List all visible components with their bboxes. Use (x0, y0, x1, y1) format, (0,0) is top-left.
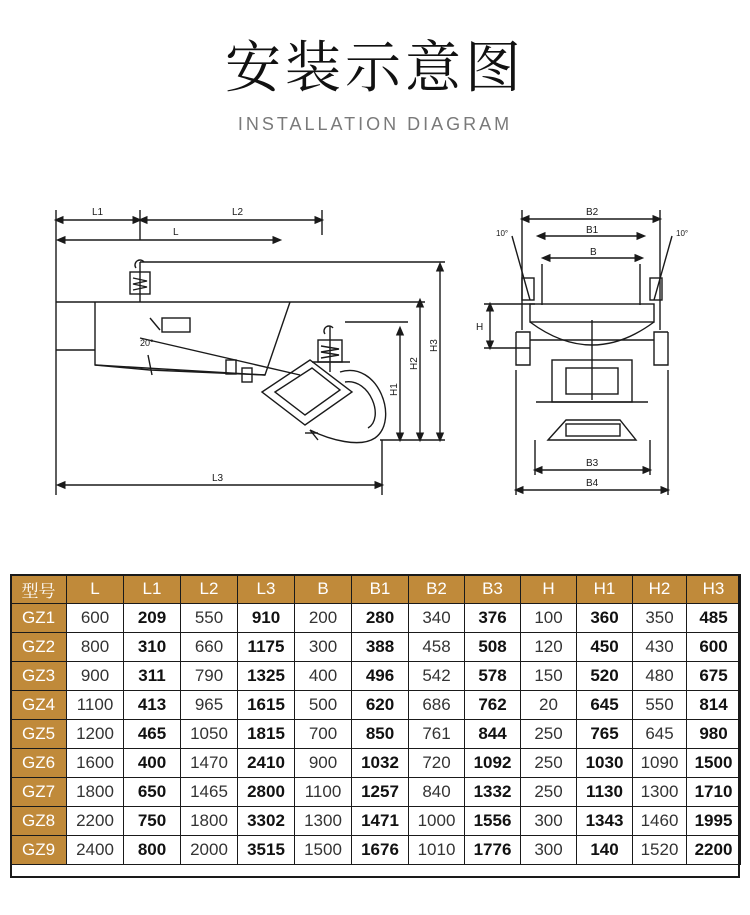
table-cell: 200 (295, 604, 352, 633)
header-cell-l3: L3 (238, 575, 295, 604)
table-cell: 2000 (181, 836, 238, 865)
table-cell: 900 (295, 749, 352, 778)
table-cell: 1092 (465, 749, 521, 778)
table-cell: 120 (521, 633, 577, 662)
table-cell: 980 (687, 720, 741, 749)
dim-label-h1: H1 (389, 383, 400, 396)
table-cell: 660 (181, 633, 238, 662)
header-cell-model: 型号 (11, 575, 67, 604)
table-cell: 814 (687, 691, 741, 720)
table-cell: 1130 (577, 778, 633, 807)
table-cell: 761 (409, 720, 465, 749)
table-cell: 340 (409, 604, 465, 633)
table-cell-model: GZ6 (11, 749, 67, 778)
table-cell: 800 (124, 836, 181, 865)
front-view (484, 210, 672, 495)
table-cell: 900 (67, 662, 124, 691)
dim-label-b: B (590, 247, 597, 258)
spec-table (10, 574, 741, 865)
table-cell: 400 (124, 749, 181, 778)
header-cell-l: L (67, 575, 124, 604)
table-cell: 765 (577, 720, 633, 749)
table-cell: 1257 (352, 778, 409, 807)
table-cell: 750 (124, 807, 181, 836)
table-cell: 1615 (238, 691, 295, 720)
table-cell-model: GZ9 (11, 836, 67, 865)
table-cell: 508 (465, 633, 521, 662)
table-cell: 1300 (295, 807, 352, 836)
table-cell: 645 (577, 691, 633, 720)
table-cell: 600 (67, 604, 124, 633)
table-cell-model: GZ5 (11, 720, 67, 749)
table-cell: 1100 (67, 691, 124, 720)
table-cell: 700 (295, 720, 352, 749)
table-cell: 1343 (577, 807, 633, 836)
table-cell: 250 (521, 720, 577, 749)
table-cell: 720 (409, 749, 465, 778)
table-cell: 140 (577, 836, 633, 865)
table-cell: 1520 (633, 836, 687, 865)
table-cell: 300 (521, 836, 577, 865)
table-cell-model: GZ4 (11, 691, 67, 720)
table-cell-model: GZ1 (11, 604, 67, 633)
table-cell: 1710 (687, 778, 741, 807)
table-cell: 430 (633, 633, 687, 662)
table-cell: 1800 (67, 778, 124, 807)
table-cell: 1032 (352, 749, 409, 778)
table-cell: 790 (181, 662, 238, 691)
table-cell-model: GZ7 (11, 778, 67, 807)
table-cell: 1090 (633, 749, 687, 778)
table-cell: 910 (238, 604, 295, 633)
table-cell: 209 (124, 604, 181, 633)
table-row (11, 662, 741, 691)
table-cell: 1676 (352, 836, 409, 865)
table-cell: 1010 (409, 836, 465, 865)
dim-label-h2: H2 (409, 357, 420, 370)
table-cell: 1600 (67, 749, 124, 778)
table-cell: 465 (124, 720, 181, 749)
table-cell: 840 (409, 778, 465, 807)
dim-label-h: H (476, 322, 484, 333)
table-cell: 1471 (352, 807, 409, 836)
table-cell: 1000 (409, 807, 465, 836)
header-cell-l1: L1 (124, 575, 181, 604)
header-cell-l2: L2 (181, 575, 238, 604)
table-cell: 3302 (238, 807, 295, 836)
table-cell: 550 (181, 604, 238, 633)
table-cell: 450 (577, 633, 633, 662)
table-cell: 20 (521, 691, 577, 720)
side-view (56, 210, 445, 495)
table-cell: 1300 (633, 778, 687, 807)
table-row (11, 807, 741, 836)
table-row (11, 778, 741, 807)
table-cell: 310 (124, 633, 181, 662)
angle-label-right: 10° (676, 229, 689, 238)
dim-label-l3: L3 (212, 473, 224, 484)
table-cell: 1500 (295, 836, 352, 865)
table-cell: 650 (124, 778, 181, 807)
table-cell: 1800 (181, 807, 238, 836)
table-cell: 150 (521, 662, 577, 691)
table-cell: 1556 (465, 807, 521, 836)
table-cell: 2200 (67, 807, 124, 836)
dim-label-h3: H3 (429, 339, 440, 352)
table-cell: 100 (521, 604, 577, 633)
table-cell: 1332 (465, 778, 521, 807)
table-cell: 2800 (238, 778, 295, 807)
table-cell: 500 (295, 691, 352, 720)
table-cell: 280 (352, 604, 409, 633)
table-cell: 3515 (238, 836, 295, 865)
table-row (11, 749, 741, 778)
table-cell: 850 (352, 720, 409, 749)
table-row (11, 604, 741, 633)
table-cell: 1776 (465, 836, 521, 865)
table-cell: 2410 (238, 749, 295, 778)
table-cell: 413 (124, 691, 181, 720)
header-cell-h: H (521, 575, 577, 604)
table-cell: 400 (295, 662, 352, 691)
table-cell: 480 (633, 662, 687, 691)
header-cell-h2: H2 (633, 575, 687, 604)
dim-label-l: L (173, 227, 179, 238)
table-cell: 965 (181, 691, 238, 720)
table-cell: 300 (521, 807, 577, 836)
dim-label-l1: L1 (92, 207, 104, 218)
table-row (11, 633, 741, 662)
table-cell: 388 (352, 633, 409, 662)
table-cell: 485 (687, 604, 741, 633)
header-cell-h1: H1 (577, 575, 633, 604)
table-cell: 1465 (181, 778, 238, 807)
table-cell: 620 (352, 691, 409, 720)
table-cell: 1100 (295, 778, 352, 807)
header-cell-h3: H3 (687, 575, 741, 604)
header-cell-b: B (295, 575, 352, 604)
table-row (11, 691, 741, 720)
page-title: 安装示意图 (225, 36, 525, 101)
dim-label-b2: B2 (586, 207, 599, 218)
table-cell: 1200 (67, 720, 124, 749)
table-cell: 800 (67, 633, 124, 662)
dim-label-b4: B4 (586, 478, 599, 489)
table-cell: 1815 (238, 720, 295, 749)
table-cell: 2200 (687, 836, 741, 865)
table-cell: 645 (633, 720, 687, 749)
page-subtitle: INSTALLATION DIAGRAM (237, 114, 513, 134)
table-cell: 1325 (238, 662, 295, 691)
table-cell-model: GZ2 (11, 633, 67, 662)
table-cell: 2400 (67, 836, 124, 865)
table-cell: 675 (687, 662, 741, 691)
angle-label-left: 10° (496, 229, 509, 238)
installation-drawing-svg (0, 150, 750, 530)
table-cell: 1995 (687, 807, 741, 836)
table-cell: 350 (633, 604, 687, 633)
table-cell: 360 (577, 604, 633, 633)
table-cell: 1050 (181, 720, 238, 749)
installation-drawing (0, 150, 750, 530)
table-cell: 250 (521, 749, 577, 778)
dim-label-b3: B3 (586, 458, 599, 469)
table-cell: 1470 (181, 749, 238, 778)
header-cell-b1: B1 (352, 575, 409, 604)
table-cell: 1460 (633, 807, 687, 836)
table-cell: 844 (465, 720, 521, 749)
table-cell: 578 (465, 662, 521, 691)
table-cell: 550 (633, 691, 687, 720)
table-cell: 458 (409, 633, 465, 662)
dim-label-l2: L2 (232, 207, 244, 218)
table-cell: 520 (577, 662, 633, 691)
table-cell: 311 (124, 662, 181, 691)
table-cell: 1030 (577, 749, 633, 778)
table-cell: 250 (521, 778, 577, 807)
table-cell: 496 (352, 662, 409, 691)
table-cell-model: GZ3 (11, 662, 67, 691)
table-cell: 1500 (687, 749, 741, 778)
table-header-row (11, 575, 741, 604)
table-cell: 762 (465, 691, 521, 720)
header-cell-b3: B3 (465, 575, 521, 604)
table-cell: 542 (409, 662, 465, 691)
angle-label: 20° (140, 338, 154, 348)
table-cell-model: GZ8 (11, 807, 67, 836)
spec-table-body (11, 575, 741, 865)
dim-label-b1: B1 (586, 225, 599, 236)
table-row (11, 836, 741, 865)
header-cell-b2: B2 (409, 575, 465, 604)
table-cell: 300 (295, 633, 352, 662)
table-cell: 1175 (238, 633, 295, 662)
table-row (11, 720, 741, 749)
table-cell: 686 (409, 691, 465, 720)
table-cell: 600 (687, 633, 741, 662)
table-cell: 376 (465, 604, 521, 633)
